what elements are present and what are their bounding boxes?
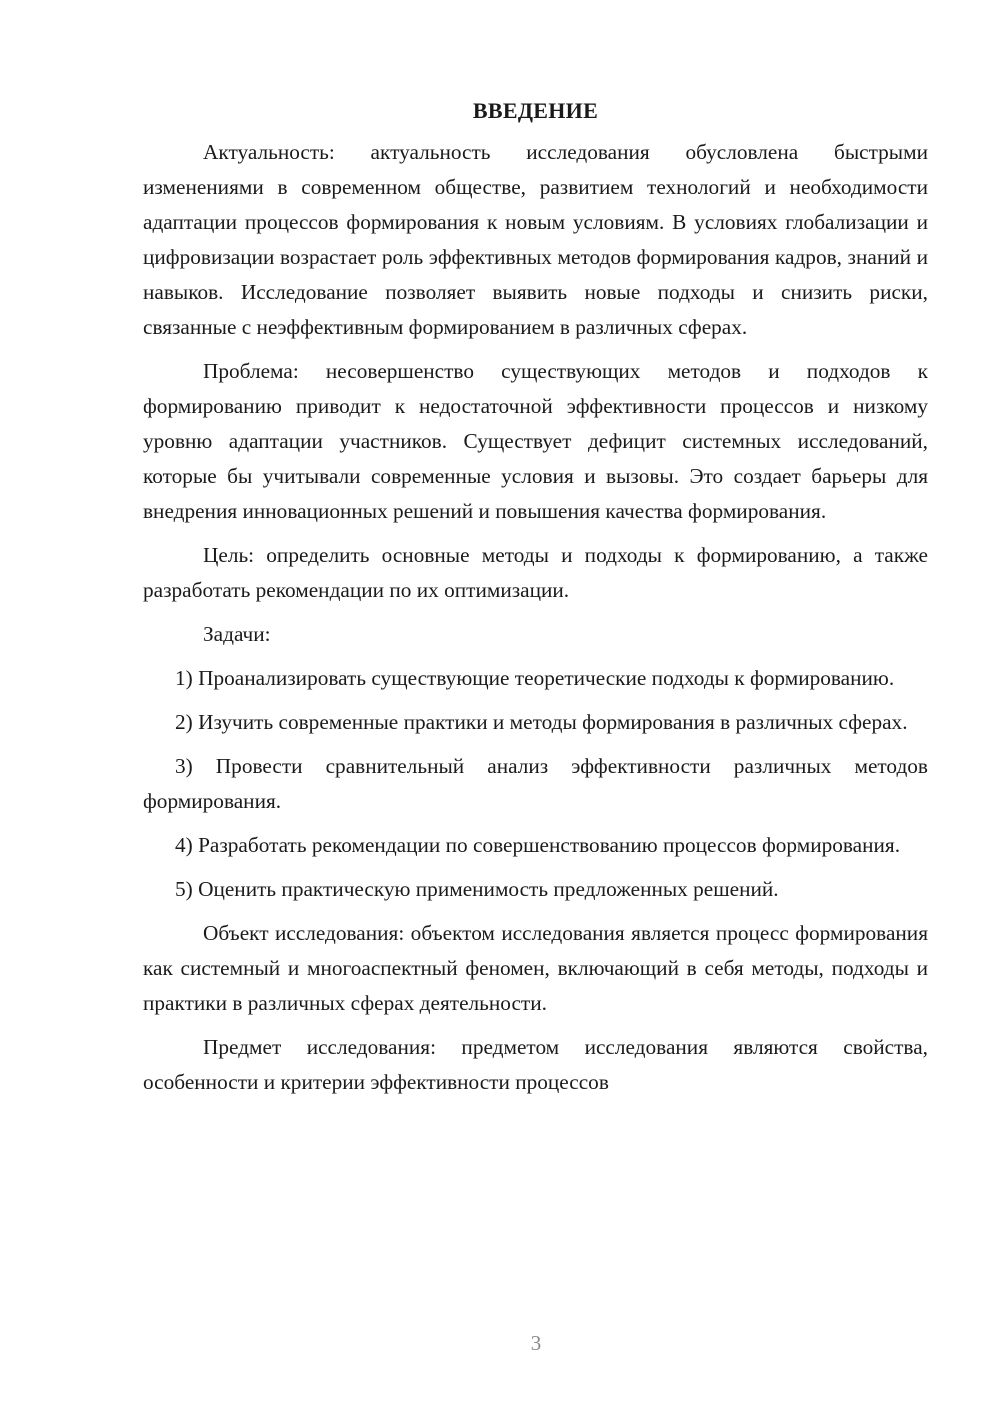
task-item-1: 1) Проанализировать существующие теоретические подходы к формированию. <box>175 666 895 690</box>
paragraph-subject: Предмет исследования: предметом исследования являются свойства, особенности и критерии эффективности процессов <box>143 1035 928 1094</box>
page-content <box>143 96 928 1109</box>
paragraph-relevance: Актуальность: актуальность исследования обусловлена быстрыми изменениями в современном обществе, развитием технологий и необходимости адаптации процессов формирования к новым условиям. В условиях глобализации и цифровизации возрастает роль эффективных методов формирования кадров, знаний и навыков. Исследование позволяет выявить новые подходы и снизить риски, связанные с неэффективным формированием в различных сферах. <box>143 140 928 339</box>
task-item-4: 4) Разработать рекомендации по совершенствованию процессов формирования. <box>175 833 901 857</box>
section-heading: ВВЕДЕНИЕ <box>472 98 599 123</box>
paragraph-goal: Цель: определить основные методы и подходы к формированию, а также разработать рекомендации по их оптимизации. <box>143 543 928 602</box>
tasks-label: Задачи: <box>203 622 271 646</box>
page-number: 3 <box>530 1331 542 1355</box>
task-item-3: 3) Провести сравнительный анализ эффективности различных методов формирования. <box>143 754 928 813</box>
task-item-5: 5) Оценить практическую применимость предложенных решений. <box>175 877 779 901</box>
paragraph-object: Объект исследования: объектом исследования является процесс формирования как системный и многоаспектный феномен, включающий в себя методы, подходы и практики в различных сферах деятельности. <box>143 921 928 1015</box>
paragraph-problem: Проблема: несовершенство существующих методов и подходов к формированию приводит к недостаточной эффективности процессов и низкому уровню адаптации участников. Существует дефицит системных исследований, которые бы учитывали современные условия и вызовы. Это создает барьеры для внедрения инновационных решений и повышения качества формирования. <box>143 359 928 523</box>
task-item-2: 2) Изучить современные практики и методы формирования в различных сферах. <box>175 710 908 734</box>
